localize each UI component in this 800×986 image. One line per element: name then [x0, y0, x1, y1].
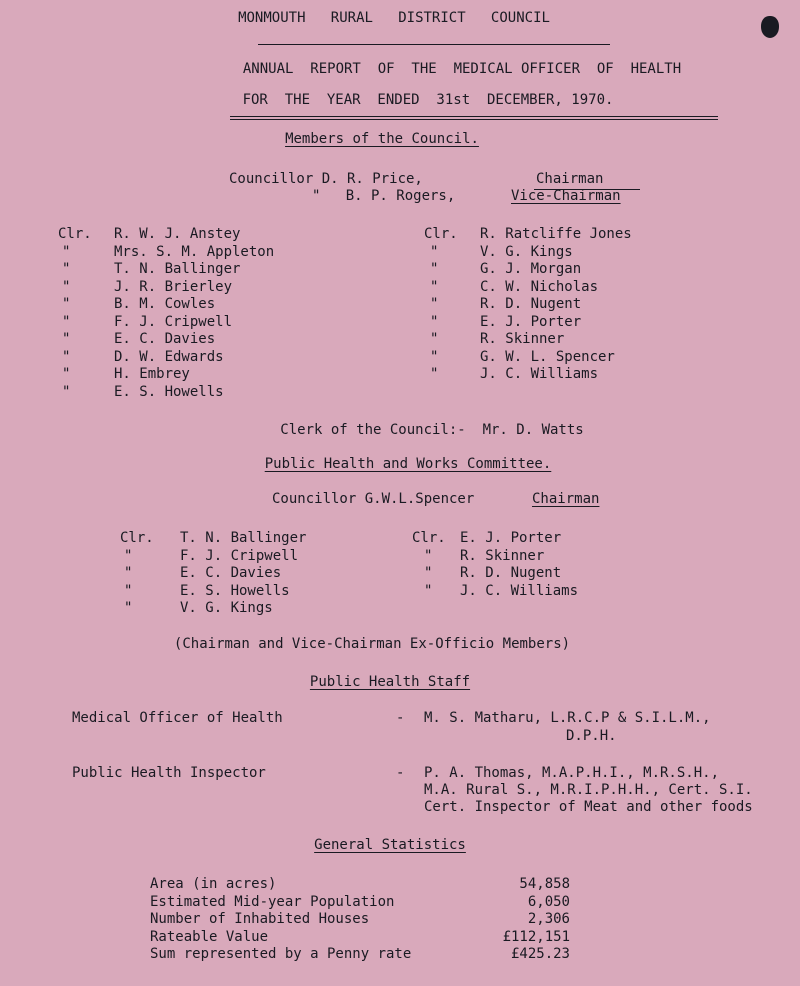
committee-prefix: Clr.: [412, 530, 446, 546]
header-rule-top: [258, 44, 610, 45]
report-title: ANNUAL REPORT OF THE MEDICAL OFFICER OF HEALTH: [242, 61, 682, 77]
stat-label: Sum represented by a Penny rate: [150, 946, 412, 962]
committee-chair-name: Councillor G.W.L.Spencer: [272, 491, 475, 507]
members-right-list: [480, 226, 632, 384]
member-name: H. Embrey: [114, 366, 190, 382]
stat-label: Rateable Value: [150, 928, 269, 945]
member-name: F. J. Cripwell: [114, 313, 233, 330]
stat-value: £425.23: [510, 946, 570, 962]
member-name: J. R. Brierley: [114, 278, 233, 295]
committee-right-prefixes: [412, 530, 446, 600]
member-name: B. M. Cowles: [114, 296, 216, 312]
committee-member: E. J. Porter: [460, 530, 562, 546]
committee-prefix: ": [124, 547, 133, 564]
phi-qualifications: M.A. Rural S., M.R.I.P.H.H., Cert. S.I.: [424, 782, 753, 798]
members-heading: Members of the Council.: [285, 131, 479, 147]
stat-value: 6,050: [527, 893, 570, 910]
members-left-list: [114, 226, 274, 401]
stat-value: 2,306: [527, 911, 570, 927]
member-prefix: ": [62, 331, 71, 347]
vice-chairman-name: " B. P. Rogers,: [312, 188, 456, 204]
committee-member: R. Skinner: [460, 547, 545, 564]
committee-prefix: ": [124, 565, 133, 581]
statistics-values: [470, 876, 570, 964]
member-name: J. C. Williams: [480, 366, 599, 382]
member-prefix: ": [430, 348, 439, 365]
committee-member: R. D. Nugent: [460, 565, 562, 581]
member-name: V. G. Kings: [480, 243, 573, 260]
members-right-prefixes: [424, 226, 458, 384]
statistics-heading: General Statistics: [314, 837, 466, 853]
staff-heading: Public Health Staff: [309, 674, 471, 690]
member-prefix: Clr.: [58, 226, 92, 242]
member-prefix: ": [62, 313, 71, 330]
committee-prefix: ": [124, 582, 133, 599]
committee-heading: Public Health and Works Committee.: [264, 456, 552, 472]
committee-member: J. C. Williams: [460, 582, 579, 599]
report-year: FOR THE YEAR ENDED 31st DECEMBER, 1970.: [242, 92, 614, 108]
member-name: R. W. J. Anstey: [114, 226, 241, 242]
committee-member: E. C. Davies: [180, 565, 282, 581]
stat-label: Area (in acres): [150, 876, 277, 892]
committee-chair-role: Chairman: [532, 491, 600, 507]
member-name: G. W. L. Spencer: [480, 348, 615, 365]
member-prefix: ": [430, 296, 439, 312]
phi-dash: -: [396, 765, 405, 781]
ex-officio-note: (Chairman and Vice-Chairman Ex-Officio Members): [173, 636, 571, 652]
member-name: E. S. Howells: [114, 383, 224, 400]
moh-qualifications: D.P.H.: [566, 728, 617, 744]
member-name: R. D. Nugent: [480, 296, 582, 312]
header-rule-2: [230, 119, 718, 120]
phi-label: Public Health Inspector: [72, 765, 266, 781]
members-left-prefixes: [58, 226, 92, 401]
member-prefix: ": [430, 243, 439, 260]
phi-name: P. A. Thomas, M.A.P.H.I., M.R.S.H.,: [424, 765, 720, 781]
member-prefix: ": [62, 348, 71, 365]
committee-prefix: ": [424, 565, 433, 581]
moh-name: M. S. Matharu, L.R.C.P & S.I.L.M.,: [424, 710, 711, 726]
member-prefix: ": [62, 366, 71, 382]
member-prefix: ": [430, 313, 439, 330]
member-name: E. C. Davies: [114, 331, 216, 347]
stat-label: Estimated Mid-year Population: [150, 893, 395, 910]
member-prefix: ": [430, 278, 439, 295]
chairman-role: Chairman: [536, 171, 604, 187]
vice-chairman-role: Vice-Chairman: [511, 188, 621, 204]
committee-prefix: ": [124, 600, 133, 616]
committee-prefix: Clr.: [120, 530, 154, 546]
committee-member: E. S. Howells: [180, 582, 290, 599]
stat-label: Number of Inhabited Houses: [150, 911, 370, 927]
member-name: G. J. Morgan: [480, 261, 582, 277]
member-prefix: ": [62, 278, 71, 295]
member-prefix: ": [62, 261, 71, 277]
committee-member: F. J. Cripwell: [180, 547, 299, 564]
member-prefix: ": [430, 261, 439, 277]
committee-prefix: ": [424, 582, 433, 599]
phi-certificate: Cert. Inspector of Meat and other foods: [424, 799, 753, 815]
committee-prefix: ": [424, 547, 433, 564]
committee-member: V. G. Kings: [180, 600, 273, 616]
council-name: MONMOUTH RURAL DISTRICT COUNCIL: [238, 10, 550, 26]
committee-right-list: [460, 530, 578, 600]
member-prefix: Clr.: [424, 226, 458, 242]
clerk-of-council: Clerk of the Council:- Mr. D. Watts: [280, 422, 584, 438]
member-name: C. W. Nicholas: [480, 278, 599, 295]
member-prefix: ": [62, 383, 71, 400]
stat-value: 54,858: [519, 876, 570, 892]
chairman-name: Councillor D. R. Price,: [229, 171, 423, 187]
member-name: Mrs. S. M. Appleton: [114, 243, 275, 260]
member-prefix: ": [62, 296, 71, 312]
member-prefix: ": [430, 331, 439, 347]
member-prefix: ": [430, 366, 439, 382]
header-rule-1: [230, 116, 718, 117]
statistics-labels: [150, 876, 411, 964]
moh-dash: -: [396, 710, 405, 726]
member-name: R. Skinner: [480, 331, 565, 347]
ink-blot-mark: [761, 16, 779, 38]
member-name: E. J. Porter: [480, 313, 582, 330]
moh-label: Medical Officer of Health: [72, 710, 283, 726]
stat-value: £112,151: [502, 928, 570, 945]
member-name: T. N. Ballinger: [114, 261, 241, 277]
committee-left-list: [180, 530, 306, 618]
committee-left-prefixes: [120, 530, 154, 618]
committee-member: T. N. Ballinger: [180, 530, 307, 546]
member-name: R. Ratcliffe Jones: [480, 226, 632, 242]
member-name: D. W. Edwards: [114, 348, 224, 365]
member-prefix: ": [62, 243, 71, 260]
